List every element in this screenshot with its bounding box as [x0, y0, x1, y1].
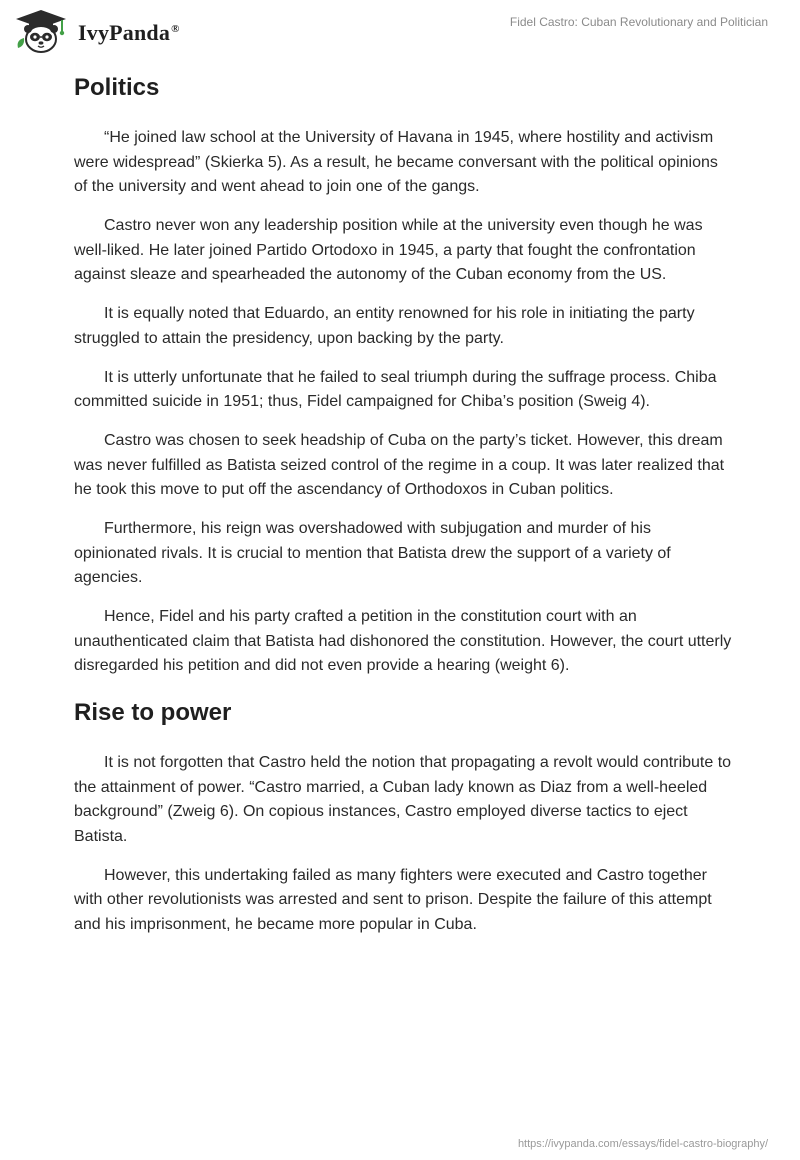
panda-graduate-icon	[12, 8, 70, 54]
paragraph: It is utterly unfortunate that he failed to seal triumph during the suffrage process. Chiba committed suicide in 1951; thus, Fidel campaigned for Chiba’s position (Sweig 4).	[74, 368, 717, 410]
paragraph: Furthermore, his reign was overshadowed with subjugation and murder of his opinionated rivals. It is crucial to mention that Batista drew the support of a variety of agencies.	[74, 520, 671, 586]
paragraph: Castro never won any leadership position while at the university even though he was well-liked. He later joined Partido Ortodoxo in 1945, a party that fought the confrontation against sleaze and spearheaded the autonomy of the Cuban economy from the US.	[74, 217, 703, 283]
document-title: Fidel Castro: Cuban Revolutionary and Politician	[509, 15, 768, 29]
source-url[interactable]: https://ivypanda.com/essays/fidel-castro-biography/	[517, 1138, 768, 1150]
essay-content	[74, 68, 734, 952]
brand-name: IvyPanda®	[78, 20, 180, 45]
paragraph: It is equally noted that Eduardo, an entity renowned for his role in initiating the party struggled to attain the presidency, upon backing by the party.	[74, 305, 695, 347]
page-header	[0, 0, 800, 62]
paragraph: However, this undertaking failed as many fighters were executed and Castro together with other revolutionists was arrested and sent to prison. Despite the failure of this attempt and his imprisonment, he became more popular in Cuba.	[74, 866, 712, 933]
paragraph: Castro was chosen to seek headship of Cuba on the party’s ticket. However, this dream was never fulfilled as Batista seized control of the regime in a coup. It was later realized that he took this move to put off the ascendancy of Orthodoxos in Cuban politics.	[74, 432, 725, 498]
paragraph: “He joined law school at the University of Havana in 1945, where hostility and activism were widespread” (Skierka 5). As a result, he became conversant with the political opinions of the university and went ahead to join one of the gangs.	[74, 129, 718, 195]
section-heading-politics: Politics	[74, 74, 160, 101]
section-heading-rise-to-power: Rise to power	[74, 699, 232, 726]
paragraph: It is not forgotten that Castro held the notion that propagating a revolt would contribute to the attainment of power. “Castro married, a Cuban lady known as Diaz from a well-heeled background” (Zweig 6). On copious instances, Castro employed diverse tactics to eject Batista.	[74, 754, 732, 845]
paragraph: Hence, Fidel and his party crafted a petition in the constitution court with an unauthenticated claim that Batista had dishonored the constitution. However, the court utterly disregarded his petition and did not even provide a hearing (weight 6).	[74, 608, 732, 674]
ivypanda-logo[interactable]	[12, 8, 180, 54]
